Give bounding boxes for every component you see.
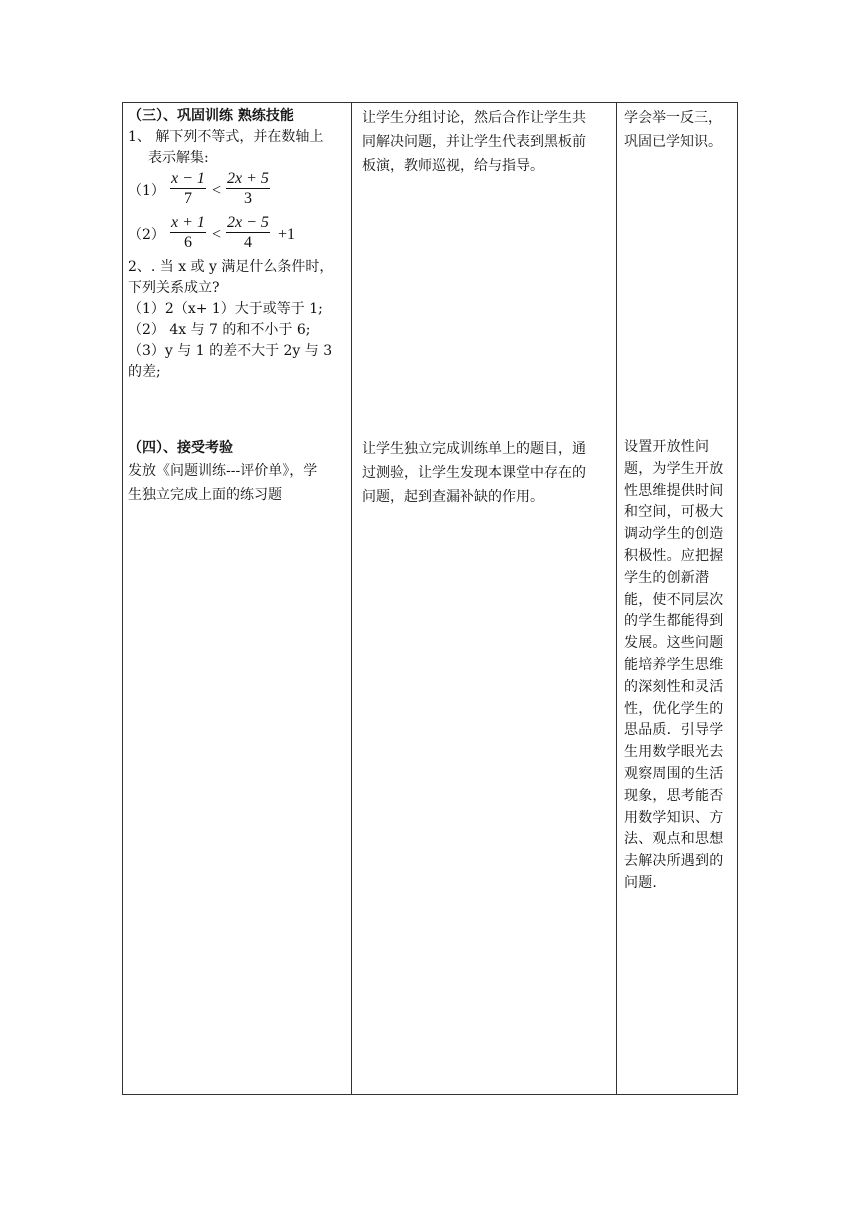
text-line: 思品质．引导学 <box>624 722 724 739</box>
inequality-label: （2） <box>128 227 165 243</box>
denominator: 7 <box>170 188 206 209</box>
question2-item: （2） 4x 与 7 的和不小于 6; <box>128 322 311 338</box>
fraction <box>226 169 270 209</box>
teacher-activity-row1 <box>362 106 610 178</box>
text-line: 能，使不同层次 <box>624 591 724 608</box>
text-line: 用数学知识、方 <box>624 809 724 826</box>
text-line: 发展。这些问题 <box>624 635 724 652</box>
text-line: 积极性。应把握 <box>624 547 724 564</box>
text-line: 生用数学眼光去 <box>624 744 724 761</box>
numerator: x − 1 <box>171 170 205 187</box>
text-line: 题，为学生开放 <box>624 460 724 477</box>
text-line: 调动学生的创造 <box>624 526 724 543</box>
section4-text-cont: 生独立完成上面的练习题 <box>128 487 282 503</box>
numerator: 2x − 5 <box>227 214 269 231</box>
text-line: 设置开放性问 <box>624 439 710 455</box>
question1-text-cont: 表示解集: <box>148 150 209 166</box>
fraction <box>170 169 206 209</box>
text-line: 过测验，让学生发现本课堂中存在的 <box>362 465 586 481</box>
question1-text: 1、 解下列不等式，并在数轴上 <box>128 129 324 145</box>
text-line: 巩固已学知识。 <box>624 134 722 150</box>
text-line: 去解决所遇到的 <box>624 853 724 870</box>
plus-one: +1 <box>278 226 296 243</box>
design-intent-row1 <box>624 106 732 154</box>
text-line: 性思维提供时间 <box>624 482 724 499</box>
design-intent-row2 <box>624 437 732 895</box>
inequality-2 <box>128 213 347 257</box>
text-line: 的深刻性和灵活 <box>624 678 724 695</box>
text-line: 问题，起到查漏补缺的作用。 <box>362 489 544 505</box>
text-line: 的学生都能得到 <box>624 613 724 630</box>
denominator: 4 <box>226 232 270 253</box>
section4-title: （四）、接受考验 <box>128 440 233 456</box>
question2-item: （1）2（x+ 1）大于或等于 1; <box>128 301 323 317</box>
text-line: 问题. <box>624 874 658 891</box>
question2-item: （3）y 与 1 的差不大于 2y 与 3 <box>128 343 333 359</box>
inequality-label: （1） <box>128 183 165 199</box>
design-intent-column <box>616 103 738 1094</box>
text-line: 现象，思考能否 <box>624 787 724 804</box>
fraction <box>226 213 270 253</box>
text-line: 观察周围的生活 <box>624 765 724 782</box>
teacher-activity-row2 <box>362 437 610 509</box>
text-line: 板演，教师巡视，给与指导。 <box>362 158 544 174</box>
lesson-table <box>122 102 738 1095</box>
text-line: 让学生分组讨论，然后合作让学生共 <box>362 110 586 126</box>
denominator: 6 <box>170 232 206 253</box>
question2-text-cont: 下列关系成立? <box>128 280 220 296</box>
denominator: 3 <box>226 188 270 209</box>
question2-text: 2、. 当 x 或 y 满足什么条件时， <box>128 259 334 275</box>
text-line: 性，优化学生的 <box>624 700 724 717</box>
text-line: 同解决问题，并让学生代表到黑板前 <box>362 134 586 150</box>
inequality-1 <box>128 169 347 213</box>
activity-column <box>123 103 351 1094</box>
less-than: < <box>212 182 222 199</box>
text-line: 学生的创新潜 <box>624 569 710 586</box>
text-line: 和空间，可极大 <box>624 504 724 521</box>
section4-text: 发放《问题训练---评价单》，学 <box>128 463 318 479</box>
teacher-activity-column <box>351 103 616 1094</box>
text-line: 能培养学生思维 <box>624 656 724 673</box>
fraction <box>170 213 206 253</box>
less-than: < <box>212 226 222 243</box>
numerator: x + 1 <box>171 214 205 231</box>
text-line: 学会举一反三， <box>624 110 722 126</box>
text-line: 法、观点和思想 <box>624 831 724 848</box>
section3-title: （三）、巩固训练 熟练技能 <box>128 108 294 124</box>
text-line: 让学生独立完成训练单上的题目，通 <box>362 441 586 457</box>
numerator: 2x + 5 <box>227 170 269 187</box>
question2-item-cont: 的差; <box>128 364 161 380</box>
